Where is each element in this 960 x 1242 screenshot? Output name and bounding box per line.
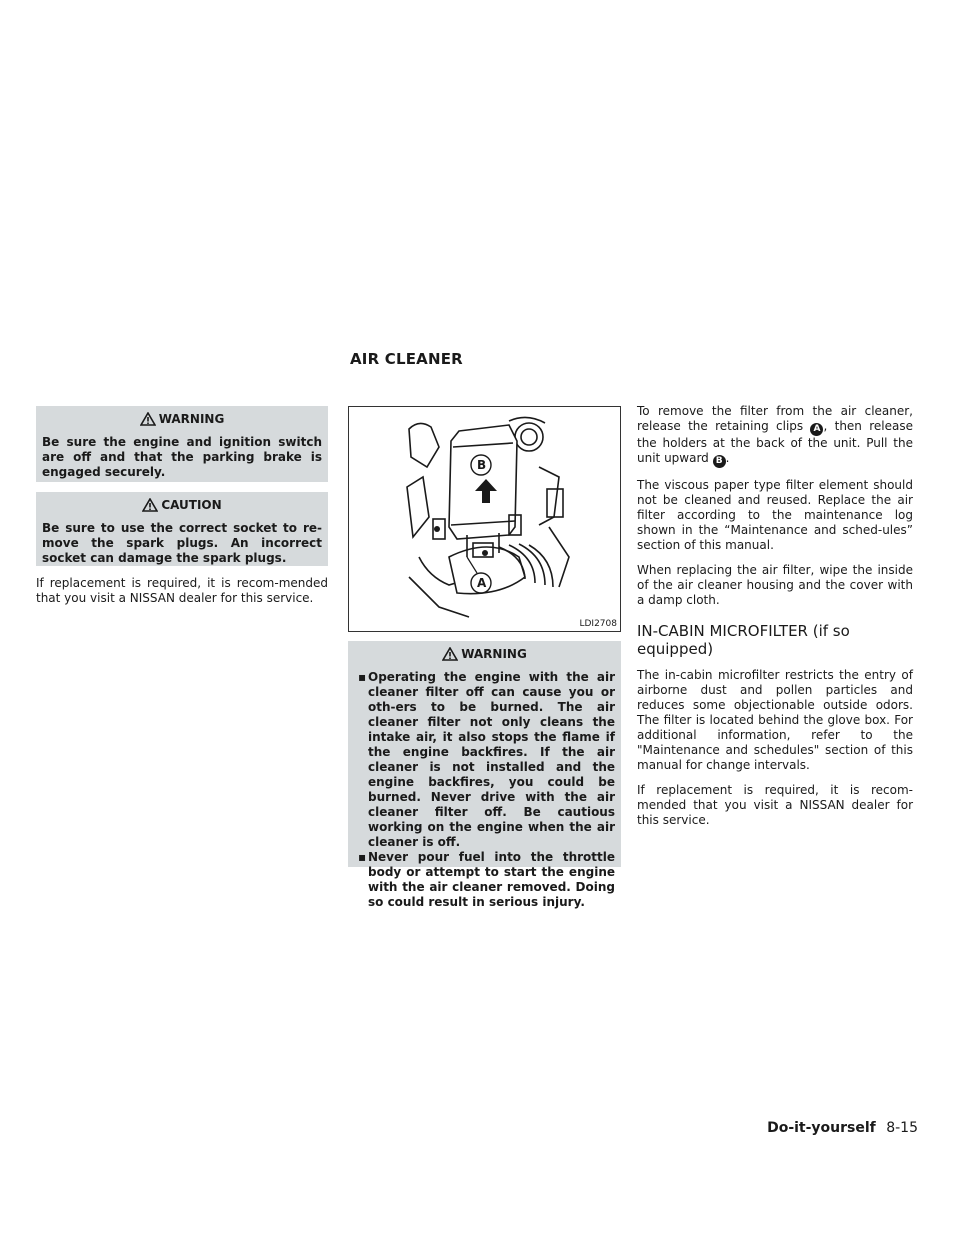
warning-header-2 bbox=[354, 647, 615, 661]
removal-text-2: , then release the holders at the back of the unit. Pull the unit upward bbox=[637, 419, 913, 465]
caution-text: Be sure to use the correct socket to re-move the spark plugs. An incorrect socket can damage the spark plugs. bbox=[42, 521, 322, 565]
removal-text-3: . bbox=[725, 451, 730, 465]
page-footer bbox=[767, 1120, 918, 1136]
warning-item: ▪ Operating the engine with the air cleaner filter off can cause you or oth-ers to be burned. The air cleaner filter not only cleans the intake air, it also stops the flame if the engine backfires. If the air cleaner is not installed and the engine backfires, you could be burned. Never drive with the air cleaner filter off. Be cautious working on the engine when the air cleaner is off. bbox=[354, 670, 615, 850]
replacement-paragraph-2: If replacement is required, it is recom-mended that you visit a NISSAN dealer for this service. bbox=[637, 783, 913, 827]
section-title: AIR CLEANER bbox=[350, 350, 463, 368]
caution-header bbox=[42, 498, 322, 512]
wipe-paragraph: When replacing the air filter, wipe the inside of the air cleaner housing and the cover with a damp cloth. bbox=[637, 563, 913, 607]
removal-text-1: To remove the filter from the air cleaner, release the retaining clips bbox=[637, 404, 913, 433]
warning-header bbox=[42, 412, 322, 426]
warning-label-2: WARNING bbox=[461, 647, 527, 661]
marker-a: A bbox=[810, 423, 823, 436]
warning-icon bbox=[140, 412, 156, 426]
caution-label: CAUTION bbox=[161, 498, 222, 512]
left-column bbox=[36, 406, 328, 606]
engine-illustration bbox=[349, 407, 620, 631]
footer-section: Do-it-yourself bbox=[767, 1120, 876, 1136]
replacement-paragraph: If replacement is required, it is recom-mended that you visit a NISSAN dealer for this service. bbox=[36, 576, 328, 605]
warning-label: WARNING bbox=[158, 412, 225, 426]
warning-item: ▪ Never pour fuel into the throttle body or attempt to start the engine with the air cleaner removed. Doing so could result in serious injury. bbox=[354, 850, 615, 910]
warning-box-2 bbox=[348, 641, 621, 909]
filter-element-paragraph: The viscous paper type filter element should not be cleaned and reused. Replace the air filter according to the maintenance log shown in the “Maintenance and sched-ules” section of this manual. bbox=[637, 478, 913, 552]
microfilter-paragraph: The in-cabin microfilter restricts the entry of airborne dust and pollen particles and reduces some objectionable outside odors. The filter is located behind the glove box. For additional information, refer to the "Maintenance and schedules" section of this manual for change intervals. bbox=[637, 668, 913, 772]
warning-icon bbox=[442, 647, 458, 661]
warning-box bbox=[36, 406, 328, 482]
figure-code: LDI2708 bbox=[579, 619, 617, 629]
warning-list bbox=[354, 670, 615, 910]
caution-box bbox=[36, 492, 328, 566]
removal-paragraph bbox=[637, 404, 913, 468]
footer-page: 8-15 bbox=[886, 1120, 918, 1136]
microfilter-heading: IN-CABIN MICROFILTER (if so equipped) bbox=[637, 622, 850, 658]
callout-a: A bbox=[477, 576, 487, 590]
warning-text: Be sure the engine and ignition switch are off and that the parking brake is engaged securely. bbox=[42, 435, 322, 479]
right-column bbox=[637, 404, 913, 828]
marker-b: B bbox=[713, 455, 726, 468]
air-cleaner-figure bbox=[348, 406, 621, 632]
callout-b: B bbox=[477, 458, 487, 472]
caution-icon bbox=[142, 498, 158, 512]
